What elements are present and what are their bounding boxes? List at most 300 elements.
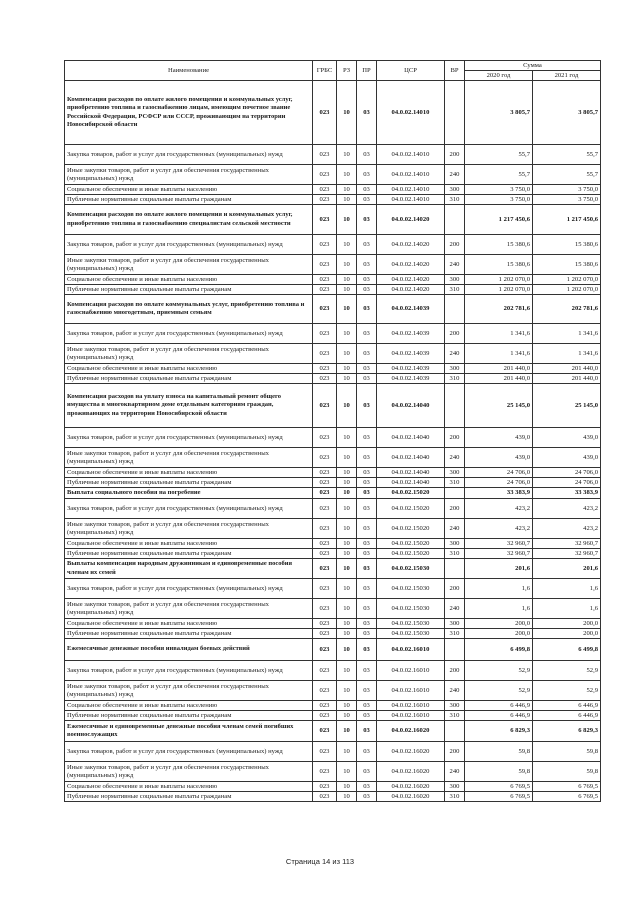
row-pr: 03 <box>357 364 377 374</box>
row-vr: 200 <box>445 499 465 519</box>
row-amount-2020: 1 202 070,0 <box>465 275 533 285</box>
table-row <box>65 195 601 205</box>
table-row <box>65 629 601 639</box>
row-grbs: 023 <box>313 165 337 185</box>
row-amount-2020: 6 446,9 <box>465 711 533 721</box>
row-rz: 10 <box>337 519 357 539</box>
table-row <box>65 384 601 428</box>
row-rz: 10 <box>337 448 357 468</box>
table-body <box>65 81 601 802</box>
row-name: Компенсация расходов на уплату взноса на капитальный ремонт общего имущества в многоквартирном доме отдельным категориям граждан, проживающих на территории Новосибирской области <box>65 384 313 428</box>
row-amount-2021: 200,0 <box>533 619 601 629</box>
row-amount-2020: 24 706,0 <box>465 478 533 488</box>
row-name: Иные закупки товаров, работ и услуг для обеспечения государственных (муниципальных) нужд <box>65 599 313 619</box>
row-csr: 04.0.02.16020 <box>377 792 445 802</box>
row-amount-2021: 32 960,7 <box>533 539 601 549</box>
row-rz: 10 <box>337 579 357 599</box>
row-csr: 04.0.02.16020 <box>377 762 445 782</box>
table-row <box>65 324 601 344</box>
col-header-sum: Сумма <box>465 61 601 71</box>
row-vr: 200 <box>445 742 465 762</box>
row-grbs: 023 <box>313 539 337 549</box>
row-vr: 300 <box>445 539 465 549</box>
row-pr: 03 <box>357 235 377 255</box>
row-amount-2020: 15 380,6 <box>465 235 533 255</box>
row-amount-2020: 202 781,6 <box>465 295 533 324</box>
row-rz: 10 <box>337 639 357 661</box>
row-amount-2021: 3 750,0 <box>533 195 601 205</box>
row-grbs: 023 <box>313 711 337 721</box>
row-vr: 200 <box>445 324 465 344</box>
table-row <box>65 205 601 235</box>
row-vr: 200 <box>445 428 465 448</box>
table-row <box>65 701 601 711</box>
row-amount-2021: 6 829,3 <box>533 721 601 742</box>
row-grbs: 023 <box>313 559 337 579</box>
row-pr: 03 <box>357 285 377 295</box>
row-amount-2020: 6 769,5 <box>465 792 533 802</box>
table-row <box>65 428 601 448</box>
row-vr: 200 <box>445 579 465 599</box>
row-amount-2021: 1 202 070,0 <box>533 275 601 285</box>
row-vr <box>445 295 465 324</box>
row-csr: 04.0.02.14020 <box>377 205 445 235</box>
row-amount-2021: 32 960,7 <box>533 549 601 559</box>
row-grbs: 023 <box>313 468 337 478</box>
row-csr: 04.0.02.16010 <box>377 661 445 681</box>
row-csr: 04.0.02.14010 <box>377 195 445 205</box>
row-amount-2020: 439,0 <box>465 428 533 448</box>
row-grbs: 023 <box>313 478 337 488</box>
row-amount-2021: 59,8 <box>533 762 601 782</box>
table-row <box>65 559 601 579</box>
row-name: Иные закупки товаров, работ и услуг для обеспечения государственных (муниципальных) нужд <box>65 762 313 782</box>
row-pr: 03 <box>357 499 377 519</box>
row-grbs: 023 <box>313 145 337 165</box>
row-csr: 04.0.02.16010 <box>377 639 445 661</box>
table-row <box>65 81 601 145</box>
row-amount-2021: 6 446,9 <box>533 711 601 721</box>
row-name: Социальное обеспечение и иные выплаты населению <box>65 539 313 549</box>
col-header-2020: 2020 год <box>465 71 533 81</box>
row-grbs: 023 <box>313 285 337 295</box>
row-amount-2020: 1 202 070,0 <box>465 285 533 295</box>
row-vr <box>445 384 465 428</box>
table-row <box>65 661 601 681</box>
table-row <box>65 539 601 549</box>
row-vr: 200 <box>445 661 465 681</box>
row-csr: 04.0.02.14040 <box>377 478 445 488</box>
row-csr: 04.0.02.15020 <box>377 499 445 519</box>
row-amount-2020: 52,9 <box>465 661 533 681</box>
budget-table <box>64 60 601 802</box>
row-name: Социальное обеспечение и иные выплаты населению <box>65 701 313 711</box>
row-rz: 10 <box>337 742 357 762</box>
table-row <box>65 235 601 255</box>
row-amount-2021: 423,2 <box>533 499 601 519</box>
row-amount-2020: 439,0 <box>465 448 533 468</box>
row-grbs: 023 <box>313 364 337 374</box>
row-vr: 240 <box>445 165 465 185</box>
row-grbs: 023 <box>313 792 337 802</box>
row-name: Иные закупки товаров, работ и услуг для обеспечения государственных (муниципальных) нужд <box>65 165 313 185</box>
table-row <box>65 742 601 762</box>
row-pr: 03 <box>357 782 377 792</box>
row-pr: 03 <box>357 205 377 235</box>
row-amount-2020: 6 499,8 <box>465 639 533 661</box>
row-rz: 10 <box>337 549 357 559</box>
row-pr: 03 <box>357 344 377 364</box>
row-name: Публичные нормативные социальные выплаты гражданам <box>65 195 313 205</box>
row-amount-2020: 200,0 <box>465 629 533 639</box>
table-row <box>65 721 601 742</box>
row-grbs: 023 <box>313 275 337 285</box>
col-header-name: Наименование <box>65 61 313 81</box>
row-grbs: 023 <box>313 384 337 428</box>
row-pr: 03 <box>357 579 377 599</box>
row-amount-2021: 15 380,6 <box>533 255 601 275</box>
row-rz: 10 <box>337 468 357 478</box>
row-csr: 04.0.02.14039 <box>377 364 445 374</box>
row-rz: 10 <box>337 205 357 235</box>
row-pr: 03 <box>357 468 377 478</box>
row-rz: 10 <box>337 235 357 255</box>
row-amount-2021: 1 341,6 <box>533 344 601 364</box>
row-pr: 03 <box>357 384 377 428</box>
row-amount-2021: 3 805,7 <box>533 81 601 145</box>
row-csr: 04.0.02.14010 <box>377 81 445 145</box>
row-grbs: 023 <box>313 701 337 711</box>
row-amount-2020: 15 380,6 <box>465 255 533 275</box>
row-amount-2021: 200,0 <box>533 629 601 639</box>
table-row <box>65 255 601 275</box>
row-amount-2020: 6 769,5 <box>465 782 533 792</box>
row-pr: 03 <box>357 374 377 384</box>
row-pr: 03 <box>357 255 377 275</box>
row-amount-2021: 202 781,6 <box>533 295 601 324</box>
table-row <box>65 762 601 782</box>
row-csr: 04.0.02.15030 <box>377 559 445 579</box>
row-amount-2020: 3 805,7 <box>465 81 533 145</box>
table-row <box>65 344 601 364</box>
row-pr: 03 <box>357 681 377 701</box>
row-vr: 300 <box>445 275 465 285</box>
row-amount-2020: 52,9 <box>465 681 533 701</box>
row-rz: 10 <box>337 384 357 428</box>
row-amount-2020: 32 960,7 <box>465 539 533 549</box>
row-name: Иные закупки товаров, работ и услуг для обеспечения государственных (муниципальных) нужд <box>65 519 313 539</box>
row-rz: 10 <box>337 428 357 448</box>
row-rz: 10 <box>337 762 357 782</box>
row-amount-2020: 32 960,7 <box>465 549 533 559</box>
row-rz: 10 <box>337 478 357 488</box>
table-row <box>65 364 601 374</box>
row-vr: 240 <box>445 519 465 539</box>
row-amount-2021: 439,0 <box>533 428 601 448</box>
row-grbs: 023 <box>313 519 337 539</box>
row-pr: 03 <box>357 701 377 711</box>
row-name: Социальное обеспечение и иные выплаты населению <box>65 619 313 629</box>
row-name: Ежемесячные денежные пособия инвалидам боевых действий <box>65 639 313 661</box>
row-pr: 03 <box>357 428 377 448</box>
row-pr: 03 <box>357 185 377 195</box>
row-name: Компенсация расходов по оплате коммунальных услуг, приобретению топлива и газоснабжению многодетным, приемным семьям <box>65 295 313 324</box>
row-amount-2021: 423,2 <box>533 519 601 539</box>
row-rz: 10 <box>337 599 357 619</box>
row-csr: 04.0.02.16010 <box>377 711 445 721</box>
row-pr: 03 <box>357 629 377 639</box>
row-name: Публичные нормативные социальные выплаты гражданам <box>65 478 313 488</box>
row-vr <box>445 639 465 661</box>
row-name: Социальное обеспечение и иные выплаты населению <box>65 185 313 195</box>
row-grbs: 023 <box>313 499 337 519</box>
table-row <box>65 145 601 165</box>
row-vr: 300 <box>445 782 465 792</box>
row-csr: 04.0.02.14020 <box>377 255 445 275</box>
row-csr: 04.0.02.15030 <box>377 579 445 599</box>
row-csr: 04.0.02.14040 <box>377 468 445 478</box>
row-amount-2020: 33 383,9 <box>465 488 533 499</box>
row-amount-2021: 55,7 <box>533 145 601 165</box>
table-row <box>65 639 601 661</box>
row-vr: 300 <box>445 701 465 711</box>
row-rz: 10 <box>337 81 357 145</box>
table-row <box>65 374 601 384</box>
row-name: Закупка товаров, работ и услуг для государственных (муниципальных) нужд <box>65 428 313 448</box>
row-pr: 03 <box>357 539 377 549</box>
row-csr: 04.0.02.14039 <box>377 295 445 324</box>
row-amount-2021: 1,6 <box>533 599 601 619</box>
row-vr: 240 <box>445 448 465 468</box>
table-row <box>65 185 601 195</box>
row-grbs: 023 <box>313 235 337 255</box>
row-vr: 310 <box>445 374 465 384</box>
row-rz: 10 <box>337 559 357 579</box>
row-name: Закупка товаров, работ и услуг для государственных (муниципальных) нужд <box>65 742 313 762</box>
row-amount-2020: 1,6 <box>465 579 533 599</box>
row-grbs: 023 <box>313 295 337 324</box>
row-csr: 04.0.02.16010 <box>377 681 445 701</box>
row-grbs: 023 <box>313 681 337 701</box>
row-rz: 10 <box>337 539 357 549</box>
row-grbs: 023 <box>313 195 337 205</box>
row-vr: 310 <box>445 285 465 295</box>
row-amount-2021: 6 499,8 <box>533 639 601 661</box>
row-rz: 10 <box>337 344 357 364</box>
table-row <box>65 285 601 295</box>
row-pr: 03 <box>357 145 377 165</box>
table-row <box>65 711 601 721</box>
row-amount-2020: 423,2 <box>465 499 533 519</box>
row-csr: 04.0.02.14039 <box>377 344 445 364</box>
row-amount-2020: 3 750,0 <box>465 185 533 195</box>
table-row <box>65 599 601 619</box>
row-pr: 03 <box>357 275 377 285</box>
row-amount-2021: 6 769,5 <box>533 792 601 802</box>
row-amount-2020: 1,6 <box>465 599 533 619</box>
table-row <box>65 619 601 629</box>
col-header-pr: ПР <box>357 61 377 81</box>
table-row <box>65 792 601 802</box>
col-header-rz: РЗ <box>337 61 357 81</box>
row-amount-2021: 6 446,9 <box>533 701 601 711</box>
row-grbs: 023 <box>313 488 337 499</box>
row-rz: 10 <box>337 145 357 165</box>
row-amount-2021: 15 380,6 <box>533 235 601 255</box>
row-rz: 10 <box>337 499 357 519</box>
row-vr: 300 <box>445 364 465 374</box>
row-amount-2020: 1 341,6 <box>465 324 533 344</box>
col-header-vr: ВР <box>445 61 465 81</box>
table-row <box>65 499 601 519</box>
row-grbs: 023 <box>313 721 337 742</box>
row-rz: 10 <box>337 295 357 324</box>
row-grbs: 023 <box>313 428 337 448</box>
row-grbs: 023 <box>313 639 337 661</box>
row-rz: 10 <box>337 619 357 629</box>
row-name: Закупка товаров, работ и услуг для государственных (муниципальных) нужд <box>65 235 313 255</box>
row-rz: 10 <box>337 285 357 295</box>
row-amount-2020: 25 145,0 <box>465 384 533 428</box>
row-amount-2020: 201 440,0 <box>465 374 533 384</box>
row-grbs: 023 <box>313 205 337 235</box>
row-amount-2020: 1 341,6 <box>465 344 533 364</box>
row-grbs: 023 <box>313 619 337 629</box>
row-amount-2021: 24 706,0 <box>533 468 601 478</box>
row-grbs: 023 <box>313 629 337 639</box>
row-amount-2020: 59,8 <box>465 742 533 762</box>
row-amount-2021: 55,7 <box>533 165 601 185</box>
row-pr: 03 <box>357 792 377 802</box>
row-csr: 04.0.02.14010 <box>377 185 445 195</box>
row-name: Иные закупки товаров, работ и услуг для обеспечения государственных (муниципальных) нужд <box>65 255 313 275</box>
row-amount-2020: 55,7 <box>465 165 533 185</box>
row-pr: 03 <box>357 478 377 488</box>
row-amount-2021: 1 341,6 <box>533 324 601 344</box>
row-vr: 240 <box>445 681 465 701</box>
row-vr <box>445 488 465 499</box>
row-csr: 04.0.02.14040 <box>377 428 445 448</box>
row-rz: 10 <box>337 792 357 802</box>
row-vr: 310 <box>445 711 465 721</box>
row-rz: 10 <box>337 661 357 681</box>
row-rz: 10 <box>337 701 357 711</box>
table-row <box>65 549 601 559</box>
row-csr: 04.0.02.14020 <box>377 285 445 295</box>
row-amount-2021: 201 440,0 <box>533 364 601 374</box>
row-amount-2021: 201,6 <box>533 559 601 579</box>
row-pr: 03 <box>357 549 377 559</box>
row-amount-2021: 201 440,0 <box>533 374 601 384</box>
row-vr: 310 <box>445 478 465 488</box>
row-name: Компенсация расходов по оплате жилого помещения и коммунальных услуг, приобретению топлива и газоснабжению лицам, имеющим почетное звание Российской Федерации, РСФСР или СССР, проживающим на территории Новосибирской области <box>65 81 313 145</box>
row-csr: 04.0.02.16020 <box>377 721 445 742</box>
row-pr: 03 <box>357 619 377 629</box>
col-header-csr: ЦСР <box>377 61 445 81</box>
row-vr <box>445 81 465 145</box>
row-rz: 10 <box>337 255 357 275</box>
row-amount-2021: 6 769,5 <box>533 782 601 792</box>
row-csr: 04.0.02.14020 <box>377 235 445 255</box>
row-pr: 03 <box>357 742 377 762</box>
row-grbs: 023 <box>313 579 337 599</box>
row-csr: 04.0.02.14039 <box>377 374 445 384</box>
row-csr: 04.0.02.15030 <box>377 599 445 619</box>
row-name: Иные закупки товаров, работ и услуг для обеспечения государственных (муниципальных) нужд <box>65 448 313 468</box>
table-row <box>65 448 601 468</box>
row-grbs: 023 <box>313 374 337 384</box>
row-grbs: 023 <box>313 81 337 145</box>
row-rz: 10 <box>337 374 357 384</box>
col-header-grbs: ГРБС <box>313 61 337 81</box>
row-amount-2021: 1,6 <box>533 579 601 599</box>
row-rz: 10 <box>337 629 357 639</box>
row-name: Закупка товаров, работ и услуг для государственных (муниципальных) нужд <box>65 145 313 165</box>
row-rz: 10 <box>337 324 357 344</box>
row-pr: 03 <box>357 639 377 661</box>
row-rz: 10 <box>337 275 357 285</box>
row-amount-2021: 1 202 070,0 <box>533 285 601 295</box>
row-amount-2021: 33 383,9 <box>533 488 601 499</box>
row-pr: 03 <box>357 762 377 782</box>
row-pr: 03 <box>357 165 377 185</box>
row-grbs: 023 <box>313 782 337 792</box>
row-grbs: 023 <box>313 549 337 559</box>
row-amount-2021: 3 750,0 <box>533 185 601 195</box>
row-vr: 310 <box>445 629 465 639</box>
row-csr: 04.0.02.15020 <box>377 549 445 559</box>
row-grbs: 023 <box>313 599 337 619</box>
row-vr: 310 <box>445 549 465 559</box>
row-amount-2021: 1 217 450,6 <box>533 205 601 235</box>
row-csr: 04.0.02.14040 <box>377 384 445 428</box>
table-row <box>65 468 601 478</box>
row-name: Закупка товаров, работ и услуг для государственных (муниципальных) нужд <box>65 661 313 681</box>
row-vr: 200 <box>445 235 465 255</box>
row-rz: 10 <box>337 721 357 742</box>
row-pr: 03 <box>357 295 377 324</box>
row-pr: 03 <box>357 448 377 468</box>
table-row <box>65 478 601 488</box>
row-rz: 10 <box>337 711 357 721</box>
row-pr: 03 <box>357 559 377 579</box>
row-amount-2020: 59,8 <box>465 762 533 782</box>
row-grbs: 023 <box>313 448 337 468</box>
row-csr: 04.0.02.15020 <box>377 519 445 539</box>
row-csr: 04.0.02.14040 <box>377 448 445 468</box>
row-vr: 300 <box>445 619 465 629</box>
row-vr: 200 <box>445 145 465 165</box>
row-name: Социальное обеспечение и иные выплаты населению <box>65 364 313 374</box>
row-csr: 04.0.02.15030 <box>377 629 445 639</box>
row-name: Социальное обеспечение и иные выплаты населению <box>65 782 313 792</box>
row-pr: 03 <box>357 661 377 681</box>
table-header <box>65 61 601 81</box>
row-csr: 04.0.02.14010 <box>377 165 445 185</box>
row-csr: 04.0.02.15020 <box>377 539 445 549</box>
row-pr: 03 <box>357 195 377 205</box>
row-name: Ежемесячные и единовременные денежные пособия членам семей погибших военнослужащих <box>65 721 313 742</box>
row-name: Закупка товаров, работ и услуг для государственных (муниципальных) нужд <box>65 579 313 599</box>
table-row <box>65 519 601 539</box>
row-rz: 10 <box>337 195 357 205</box>
row-csr: 04.0.02.16020 <box>377 742 445 762</box>
table-row <box>65 782 601 792</box>
row-pr: 03 <box>357 711 377 721</box>
row-amount-2020: 423,2 <box>465 519 533 539</box>
row-grbs: 023 <box>313 324 337 344</box>
row-vr <box>445 721 465 742</box>
